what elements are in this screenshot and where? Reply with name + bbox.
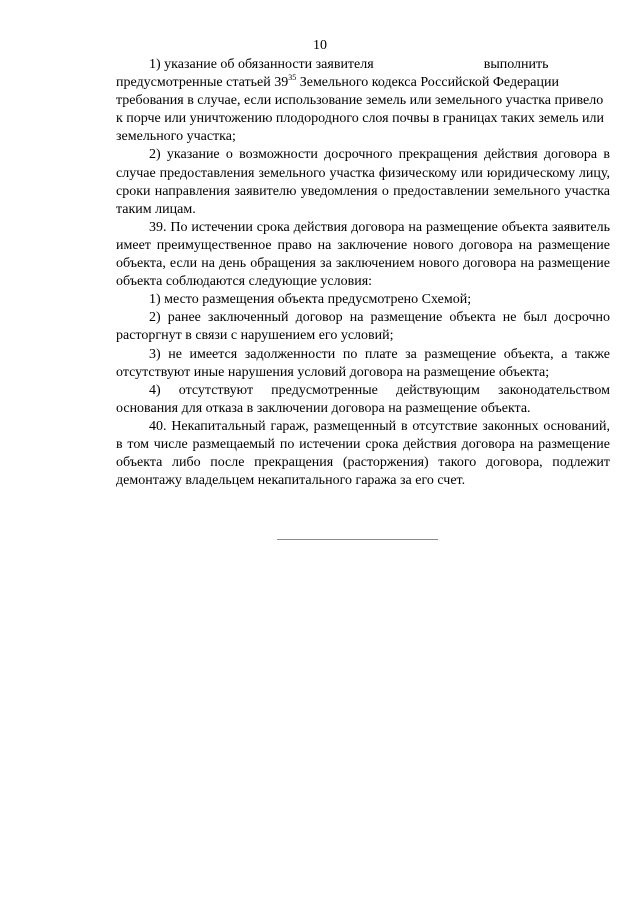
paragraph-condition-2: 2) ранее заключенный договор на размещение объекта не был досрочно расторгнут в связи с нарушением его условий; bbox=[116, 310, 610, 344]
end-separator-line bbox=[277, 539, 438, 540]
paragraph-condition-3: 3) не имеется задолженности по плате за размещение объекта, а также отсутствуют иные нарушения условий договора на размещение объекта; bbox=[116, 346, 610, 380]
page-number: 10 bbox=[313, 38, 327, 53]
article-superscript: 35 bbox=[288, 73, 297, 83]
paragraph-item-1-lead: 1) указание об обязанности заявителя bbox=[149, 57, 374, 72]
paragraph-section-40: 40. Некапитальный гараж, размещенный в отсутствие законных оснований, в том числе размещаемый по истечении срока действия договора на размещение объекта либо после прекращения (расторжения) такого договора, подлежит демонтажу владельцем некапитального гаража за его счет. bbox=[116, 418, 610, 489]
paragraph-item-1-lead-end: выполнить bbox=[483, 57, 549, 72]
paragraph-item-1 bbox=[116, 56, 610, 146]
paragraph-item-2: 2) указание о возможности досрочного прекращения действия договора в случае предоставления земельного участка физическому или юридическому лицу, сроки направления заявителю уведомления о предоставлении земельного участка таким лицам. bbox=[116, 147, 610, 217]
paragraph-condition-1: 1) место размещения объекта предусмотрено Схемой; bbox=[149, 292, 472, 308]
paragraph-item-1-rest: Земельного кодекса Российской Федерации требования в случае, если использование земель или земельного участка привело к порче или уничтожению плодородного слоя почвы в границах таких земель или земельного участка; bbox=[116, 75, 605, 145]
paragraph-item-1-text: предусмотренные статьей 39 bbox=[116, 75, 289, 91]
document-body bbox=[116, 56, 610, 490]
paragraph-section-39: 39. По истечении срока действия договора на размещение объекта заявитель имеет преимущественное право на заключение нового договора на размещение объекта, если на день обращения за заключением нового договора на размещение объекта соблюдаются следующие условия: bbox=[116, 219, 610, 290]
paragraph-condition-4: 4) отсутствуют предусмотренные действующим законодательством основания для отказа в заключении договора на размещение объекта. bbox=[116, 382, 610, 416]
